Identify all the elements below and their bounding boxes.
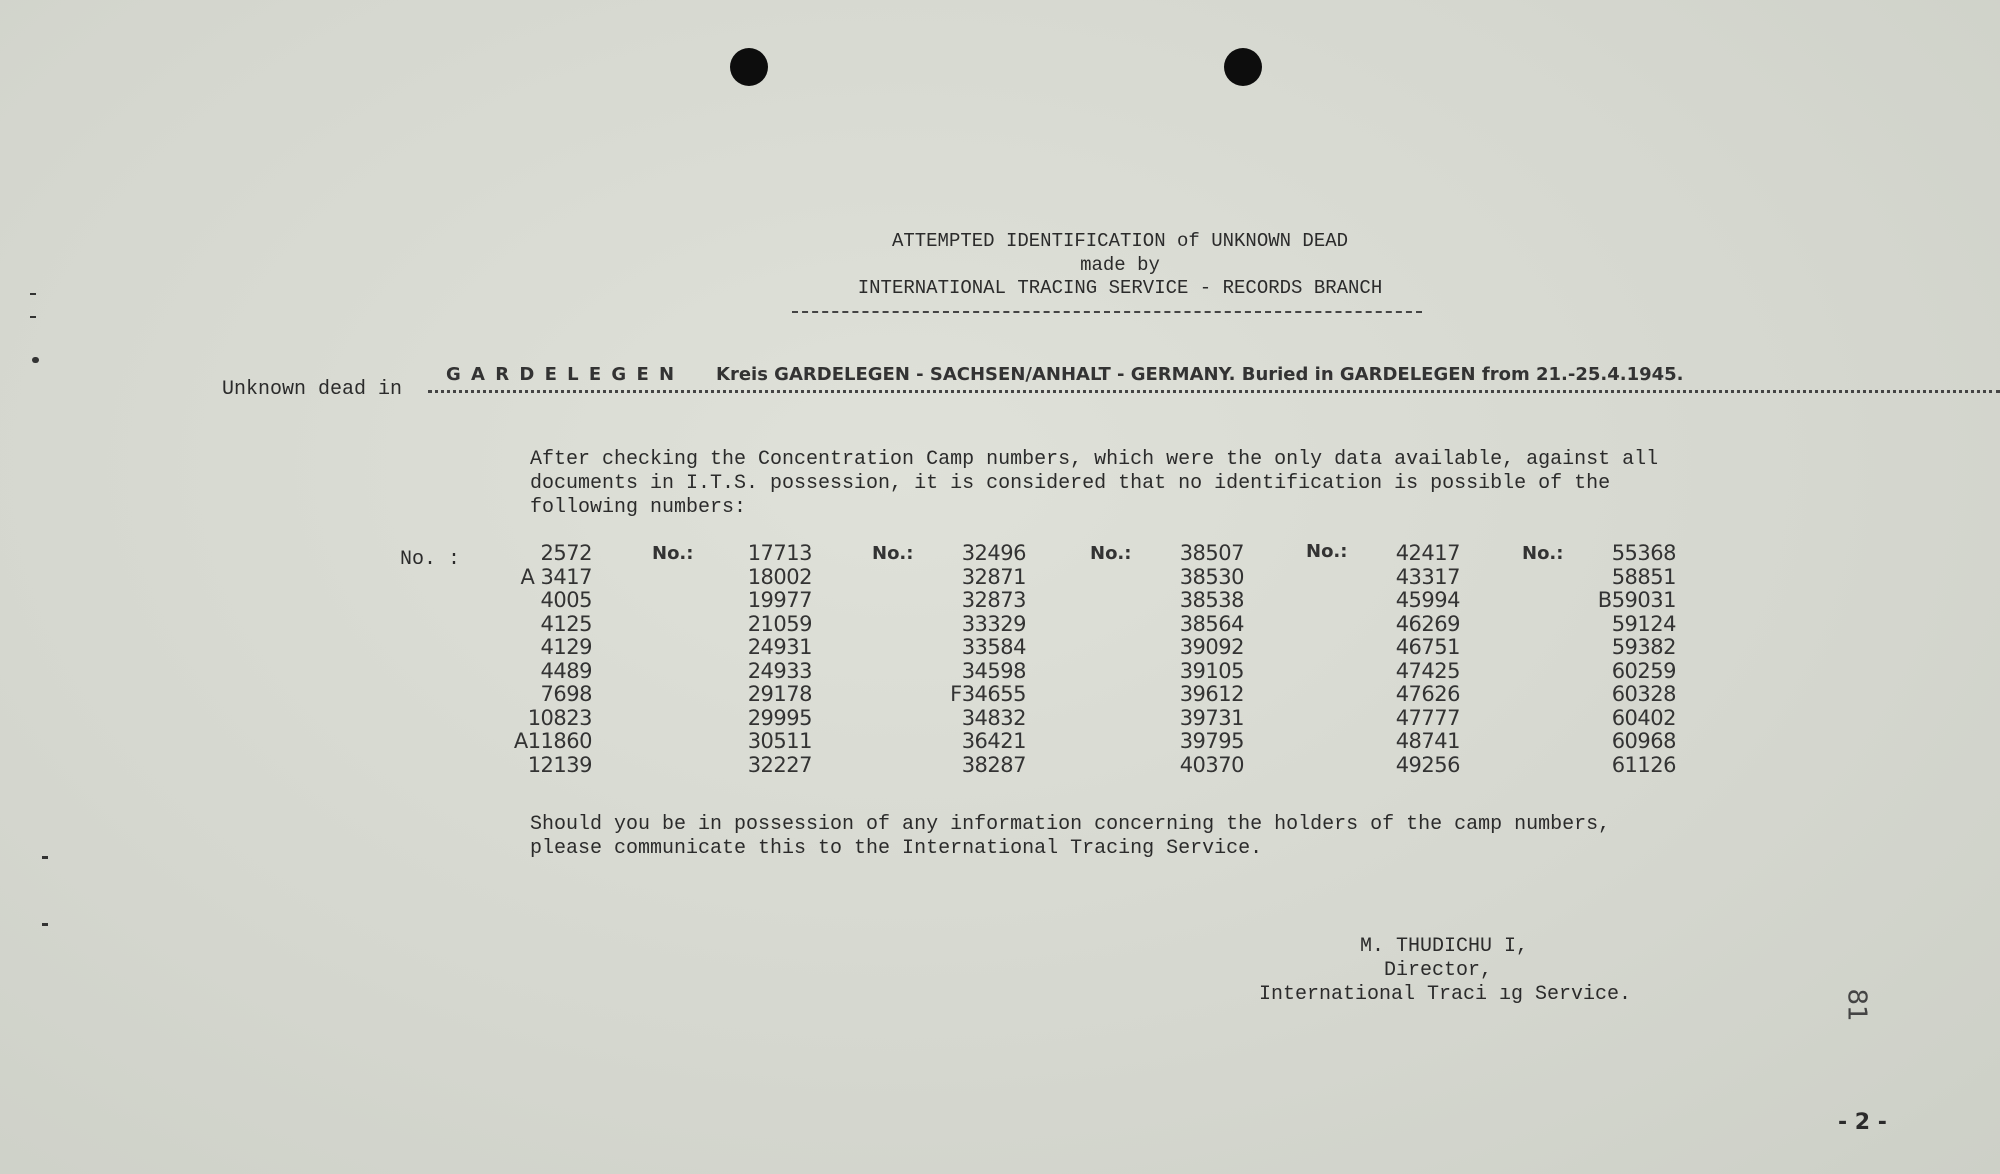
margin-speck: [30, 316, 36, 318]
camp-number: 39731: [1179, 705, 1244, 730]
camp-number: 46269: [1395, 611, 1460, 636]
signature-name: M. THUDICHU I,: [1360, 935, 1529, 958]
page-number: - 2 -: [1838, 1110, 1887, 1135]
camp-number: 59124: [1611, 611, 1676, 636]
header-subtitle: made by: [1080, 254, 1160, 276]
numbers-label: No.:: [872, 543, 914, 564]
closing-line-1: Should you be in possession of any information concerning the holders of the camp numbers,: [530, 813, 1611, 836]
numbers-label: No.:: [652, 543, 694, 564]
camp-number: 24931: [747, 635, 812, 659]
camp-number: 40370: [1179, 752, 1244, 777]
intro-line-3: following numbers:: [530, 496, 747, 519]
camp-number: A11860: [513, 729, 592, 753]
margin-handwritten-mark: 81: [1841, 988, 1872, 1022]
camp-number: 2572: [540, 541, 592, 565]
camp-number: 32496: [961, 541, 1026, 565]
camp-number: 49256: [1395, 752, 1460, 777]
camp-number: 38530: [1179, 564, 1244, 589]
location-prefix: Unknown dead in: [222, 378, 403, 401]
numbers-label: No.:: [1522, 543, 1564, 564]
location-detail: Kreis GARDELEGEN - SACHSEN/ANHALT - GERMANY. Buried in GARDELEGEN from 21.-25.4.1945.: [716, 364, 1684, 385]
intro-line-2: documents in I.T.S. possession, it is considered that no identification is possible of the: [530, 472, 1611, 495]
camp-number: 47626: [1395, 682, 1460, 706]
camp-number: 4005: [540, 588, 592, 612]
camp-number: 42417: [1395, 541, 1460, 565]
camp-number: 7698: [540, 682, 592, 706]
camp-number: 39795: [1179, 729, 1244, 753]
camp-number: 43317: [1395, 564, 1460, 589]
camp-number: 39092: [1179, 635, 1244, 659]
camp-number: 29178: [747, 682, 812, 706]
camp-number: 4129: [540, 635, 592, 659]
header-title: ATTEMPTED IDENTIFICATION of UNKNOWN DEAD: [891, 230, 1349, 252]
margin-speck: [42, 923, 48, 926]
camp-number: 12139: [527, 752, 592, 777]
camp-number: 55368: [1611, 541, 1676, 565]
camp-number: 60259: [1611, 658, 1676, 683]
camp-number: 60328: [1611, 682, 1676, 706]
camp-number: 38564: [1179, 611, 1244, 636]
camp-number: 10823: [527, 705, 592, 730]
camp-number: 38287: [961, 752, 1026, 777]
header-underline: [792, 311, 1422, 313]
camp-number: 33584: [961, 635, 1026, 659]
camp-number: 4125: [540, 611, 592, 636]
numbers-label-first: No. :: [400, 548, 461, 571]
header-organization: INTERNATIONAL TRACING SERVICE - RECORDS BRANCH: [857, 277, 1383, 299]
camp-number: 18002: [747, 564, 812, 589]
camp-number: 39612: [1179, 682, 1244, 706]
camp-number: 32873: [961, 588, 1026, 612]
camp-number: 61126: [1611, 752, 1676, 777]
camp-number: 36421: [961, 729, 1026, 753]
camp-number: 32871: [961, 564, 1026, 589]
camp-number: 32227: [747, 752, 812, 777]
camp-number: B59031: [1597, 588, 1676, 612]
camp-number: 47777: [1395, 705, 1460, 730]
camp-number: 34598: [961, 658, 1026, 683]
camp-number: 48741: [1395, 729, 1460, 753]
camp-number: A 3417: [520, 564, 592, 589]
location-place: G A R D E L E G E N: [446, 364, 677, 385]
camp-number: 38538: [1179, 588, 1244, 612]
signature-organization: International Traci ıg Service.: [1259, 983, 1632, 1006]
camp-number: 30511: [747, 729, 812, 753]
camp-number: 58851: [1611, 564, 1676, 589]
camp-number: 17713: [747, 541, 812, 565]
camp-number: 45994: [1395, 588, 1460, 612]
margin-speck: [32, 357, 39, 363]
camp-number: F34655: [950, 682, 1026, 706]
location-dotted-line: [428, 390, 2000, 393]
punch-hole-left: [730, 48, 768, 86]
camp-number: 60402: [1611, 705, 1676, 730]
punch-hole-right: [1224, 48, 1262, 86]
numbers-label: No.:: [1306, 541, 1348, 562]
camp-number: 21059: [747, 611, 812, 636]
camp-number: 38507: [1179, 541, 1244, 565]
margin-speck: [30, 293, 36, 295]
camp-number: 24933: [747, 658, 812, 683]
margin-speck: [42, 856, 48, 859]
camp-number: 46751: [1395, 635, 1460, 659]
camp-number: 29995: [747, 705, 812, 730]
camp-number: 47425: [1395, 658, 1460, 683]
numbers-label: No.:: [1090, 543, 1132, 564]
camp-number: 60968: [1611, 729, 1676, 753]
camp-number: 19977: [747, 588, 812, 612]
intro-line-1: After checking the Concentration Camp numbers, which were the only data available, against all: [530, 448, 1659, 471]
camp-number: 33329: [961, 611, 1026, 636]
camp-number: 34832: [961, 705, 1026, 730]
camp-number: 39105: [1179, 658, 1244, 683]
signature-title: Director,: [1384, 959, 1493, 982]
closing-line-2: please communicate this to the International Tracing Service.: [530, 837, 1263, 860]
camp-number: 59382: [1611, 635, 1676, 659]
camp-number: 4489: [540, 658, 592, 683]
